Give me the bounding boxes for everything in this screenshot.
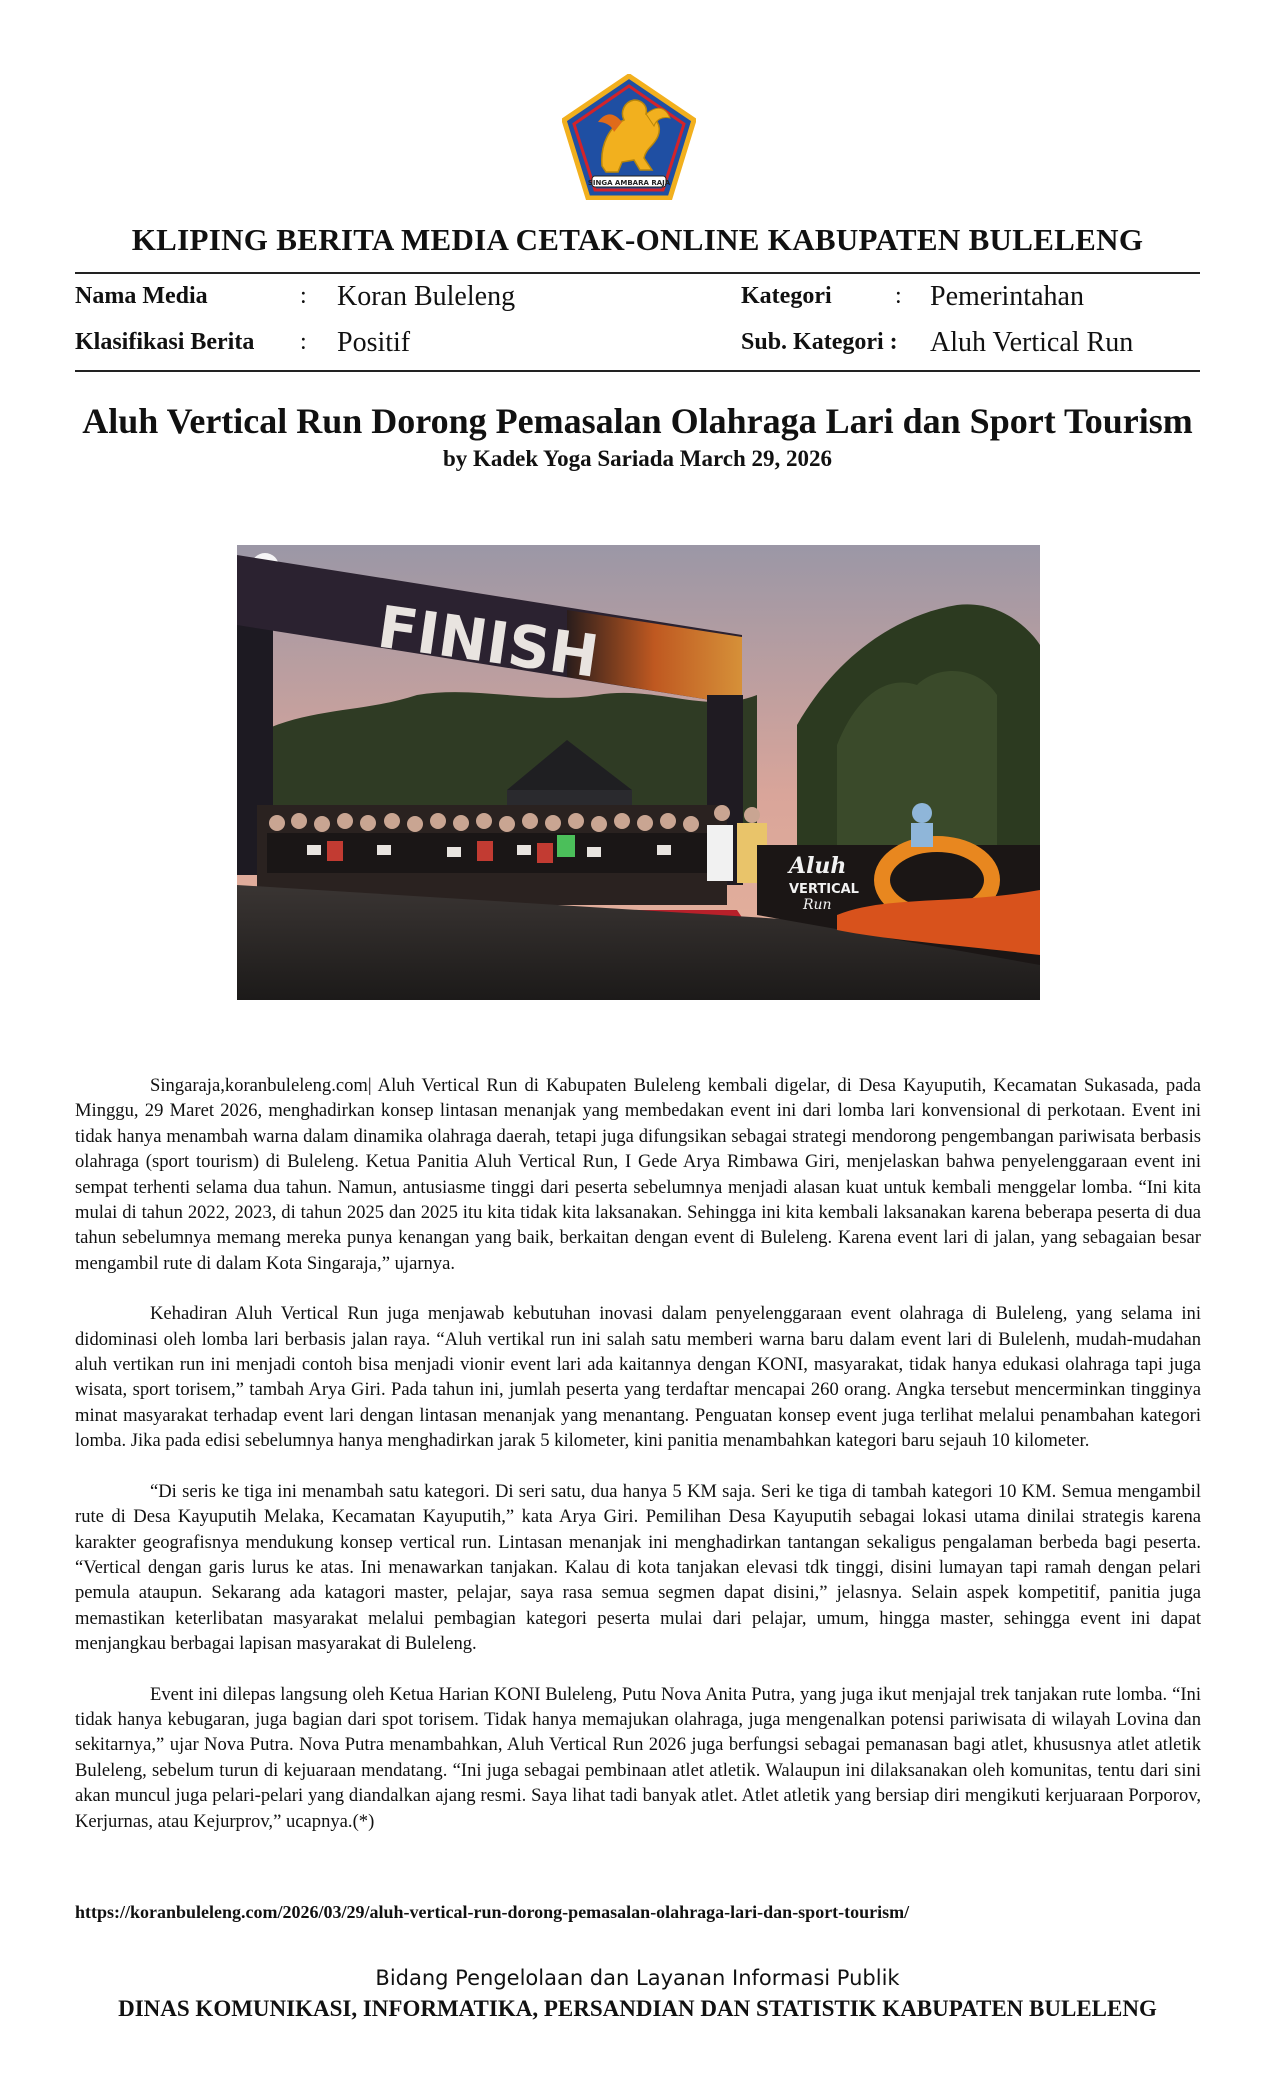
- article-body: [75, 1073, 1201, 1859]
- category-label: Kategori: [741, 283, 832, 309]
- clipping-title: KLIPING BERITA MEDIA CETAK-ONLINE KABUPATEN BULELENG: [131, 222, 1144, 257]
- media-label: Nama Media: [75, 283, 208, 309]
- top-divider: [75, 272, 1200, 274]
- subcategory-value: Aluh Vertical Run: [930, 327, 1134, 358]
- category-value: Pemerintahan: [930, 281, 1084, 312]
- side-banner-brand-bottom: Run: [803, 897, 832, 913]
- article-paragraph-3: “Di seris ke tiga ini menambah satu kategori. Di seri satu, dua hanya 5 KM saja. Seri ke tiga di tambah kategori 10 KM. Semua mengambil rute di Desa Kayuputih Melaka, Kecamatan Kayuputih,” kata Arya Giri. Pemilihan Desa Kayuputih sebagai lokasi utama dinilai strategis karena karakter geografisnya mendukung konsep vertical run. Lintasan menanjak ini menghadirkan tantangan sekaligus pengalaman berbeda bagi peserta. “Vertical dengan garis lurus ke atas. Ini menawarkan tanjakan. Kalau di kota tanjakan elevasi tdk tinggi, disini lumayan tapi ramah dengan pelari pemula ataupun. Sekarang ada katagori master, pelajar, saya rasa semua segmen dapat disini,” jelasnya. Selain aspek kompetitif, panitia juga memastikan keterlibatan masyarakat melalui pembagian kategori peserta mulai dari pelajar, umum, hingga master, sehingga event ini dapat menjangkau berbagai lapisan masyarakat di Buleleng.: [75, 1480, 1201, 1655]
- buleleng-emblem-icon: [562, 74, 696, 200]
- article-paragraph-1: Singaraja,koranbuleleng.com| Aluh Vertical Run di Kabupaten Buleleng kembali digelar, di Desa Kayuputih, Kecamatan Sukasada, pada Minggu, 29 Maret 2026, menghadirkan konsep lintasan menanjak yang membedakan event ini dari lomba lari konvensional di perkotaan. Event ini tidak hanya menambah warna dalam dinamika olahraga daerah, tetapi juga difungsikan sebagai strategi mendorong pengembangan pariwisata berbasis olahraga (sport tourism) di Buleleng. Ketua Panitia Aluh Vertical Run, I Gede Arya Rimbawa Giri, menjelaskan bahwa penyelenggaraan event ini sempat terhenti selama dua tahun. Namun, antusiasme tinggi dari peserta sebelumnya menjadi alasan kuat untuk kembali menggelar lomba. “Ini kita mulai di tahun 2022, 2023, di tahun 2025 dan 2025 itu kita tidak kita laksanakan. Sehingga ini kita kembali laksanakan karena beberapa peserta di dua tahun sebelumnya memang mereka punya kenangan yang baik, berkaitan dengan event di Buleleng. Karena event lari di jalan, yang sebagaian besar mengambil rute di dalam Kota Singaraja,” ujarnya.: [75, 1075, 1201, 1274]
- source-link[interactable]: https://koranbuleleng.com/2026/03/29/aluh-vertical-run-dorong-pemasalan-olahraga-lari-dan-sport-tourism/: [75, 1902, 910, 1922]
- classification-colon: :: [300, 329, 307, 355]
- finish-banner-text: FINISH: [373, 592, 603, 691]
- logo-motto: SINGA AMBARA RAJA: [587, 179, 671, 187]
- footer-division: Bidang Pengelolaan dan Layanan Informasi Publik: [375, 1966, 900, 1990]
- article-headline: Aluh Vertical Run Dorong Pemasalan Olahraga Lari dan Sport Tourism: [82, 401, 1193, 441]
- side-banner-brand-mid: VERTICAL: [789, 882, 859, 897]
- media-value: Koran Buleleng: [337, 281, 516, 312]
- classification-label: Klasifikasi Berita: [75, 329, 255, 355]
- article-photo: [237, 545, 1040, 1000]
- media-colon: :: [300, 283, 307, 309]
- article-paragraph-4: Event ini dilepas langsung oleh Ketua Harian KONI Buleleng, Putu Nova Anita Putra, yang juga ikut menjajal trek tanjakan rute lomba. “Ini tidak hanya kebugaran, juga bagian dari spot torisem. Tidak hanya memajukan olahraga, juga mengenalkan potensi pariwisata di wilayah Lovina dan sekitarnya,” ujar Nova Putra. Nova Putra menambahkan, Aluh Vertical Run 2026 juga berfungsi sebagai pemanasan bagi atlet, khususnya atlet atletik Buleleng, sebelum turun di kejuaraan mendatang. “Ini juga sebagai pembinaan atlet atletik. Walaupun ini dilaksanakan oleh komunitas, tentu dari sini akan muncul juga pelari-pelari yang diandalkan ajang resmi. Saya lihat tadi banyak atlet. Atlet atletik yang bersiap diri mengikuti kerjuaraan Porporov, Kerjurnas, atau Kejurprov,” ucapnya.(*): [75, 1683, 1201, 1832]
- article-paragraph-2: Kehadiran Aluh Vertical Run juga menjawab kebutuhan inovasi dalam penyelenggaraan event olahraga di Buleleng, yang selama ini didominasi oleh lomba lari berbasis jalan raya. “Aluh vertikal run ini salah satu memberi warna baru dalam event lari di Bulelenh, mudah-mudahan aluh vertikan run ini menjadi contoh bisa menjadi vionir event lari ada kaitannya dengan KONI, masyarakat, tidak hanya edukasi olahraga tapi juga wisata, sport torisem,” tambah Arya Giri. Pada tahun ini, jumlah peserta yang terdaftar mencapai 260 orang. Angka tersebut mencerminkan tingginya minat masyarakat terhadap event lari dengan lintasan menanjak yang menantang. Penguatan konsep event juga terlihat melalui penambahan kategori lomba. Jika pada edisi sebelumnya hanya menghadirkan jarak 5 kilometer, kini panitia menambahkan kategori baru sejauh 10 kilometer.: [75, 1303, 1201, 1452]
- side-banner-brand-top: Aluh: [789, 853, 847, 879]
- subcategory-label: Sub. Kategori :: [741, 329, 898, 355]
- bottom-divider: [75, 370, 1200, 372]
- category-colon: :: [895, 283, 902, 309]
- classification-value: Positif: [337, 327, 411, 358]
- regency-logo: [562, 74, 696, 200]
- footer-agency: DINAS KOMUNIKASI, INFORMATIKA, PERSANDIAN DAN STATISTIK KABUPATEN BULELENG: [118, 1996, 1157, 2021]
- article-byline: by Kadek Yoga Sariada March 29, 2026: [442, 446, 833, 471]
